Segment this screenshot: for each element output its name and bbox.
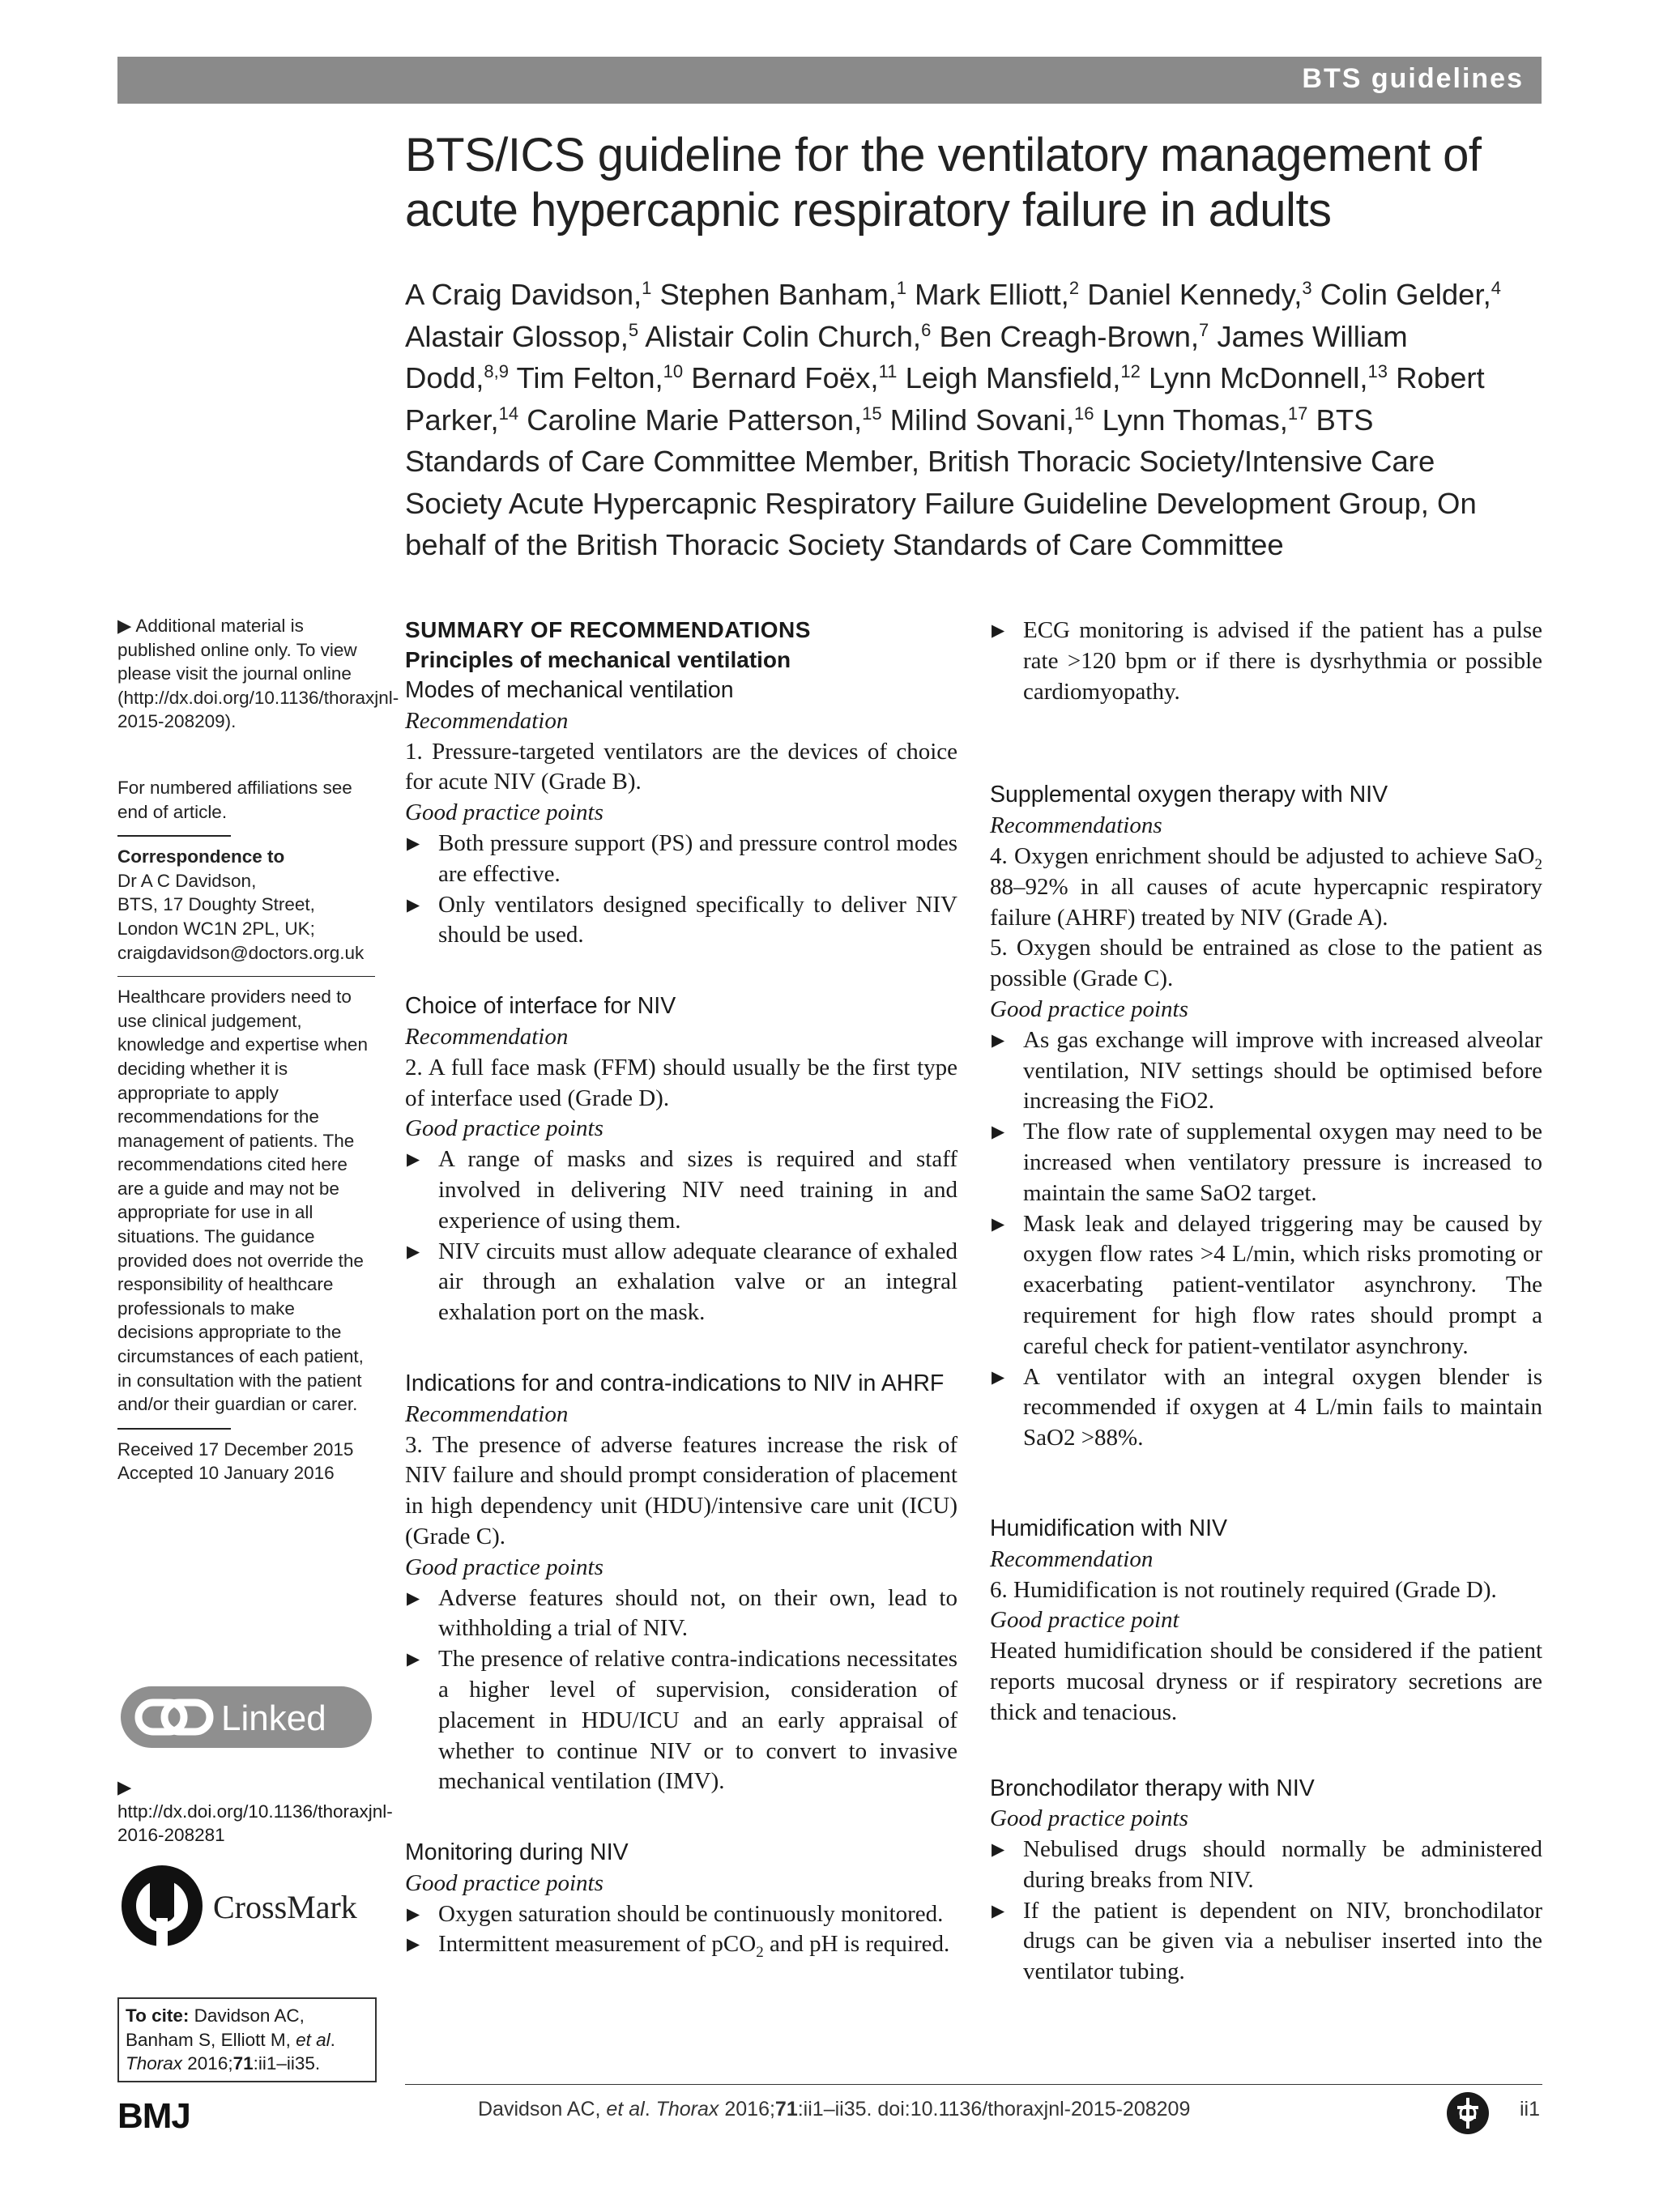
affiliation-number: 1 [642,277,652,298]
list-item: ▶ The presence of relative contra-indications necessitates a higher level of supervision, consideration of placement in HDU/ICU and an early appraisal of whether to continue NIV or to convert to invasive mechanical ventilation (IMV). [405,1644,957,1797]
disclaimer-text: Healthcare providers need to use clinical judgement, knowledge and expertise when deciding whether it is appropriate to apply recommendations for the management of patients. The recommendations cited here are a guide and may not be appropriate for use in all situations. The guidance provided does not override the responsibility of healthcare professionals to make decisions appropriate to the circumstances of each patient, in consultation with the patient and/or their guardian or carer. [117,987,368,1415]
section-label: BTS guidelines [1302,63,1524,94]
author-name: Caroline Marie Patterson, [518,403,863,437]
author-name: Ben Creagh-Brown, [931,319,1200,353]
author-name: Bernard Foëx, [683,361,879,394]
author-name: Alistair Colin Church, [638,319,922,353]
author-name: Daniel Kennedy, [1079,278,1303,311]
cite-label: To cite: [126,2005,190,2026]
list-item: ▶ Nebulised drugs should normally be administered during breaks from NIV. [990,1835,1542,1896]
list-item: ▶ The flow rate of supplemental oxygen may need to be increased when ventilatory pressure is increased to maintain the same SaO2 target. [990,1117,1542,1208]
summary-heading: SUMMARY OF RECOMMENDATIONS [405,617,811,642]
list-item: ▶ Adverse features should not, on their own, lead to withholding a trial of NIV. [405,1583,957,1645]
author-name: Colin Gelder, [1311,278,1491,311]
good-practice-label: Good practice point [990,1607,1179,1634]
good-practice-label: Good practice points [990,995,1188,1022]
footer-cite-journal: Thorax [655,2098,719,2120]
affiliation-number: 2 [1068,277,1080,298]
article-title: BTS/ICS guideline for the ventilatory management of acute hypercapnic respiratory failure in adults [405,129,1482,237]
affiliation-number: 12 [1120,360,1141,381]
list-item: ▶ Only ventilators designed specifically to deliver NIV should be used. [405,890,957,952]
citation-box [117,1997,377,2082]
author-name: Mark Elliott, [906,278,1069,311]
monitoring-heading: Monitoring during NIV [405,1839,629,1866]
author-name: Stephen Banham, [651,278,897,311]
modes-points [405,829,957,951]
list-item: ▶ Mask leak and delayed triggering may be caused by oxygen flow rates >4 L/min, which risks promoting or exacerbating patient-ventilator asynchrony. The requirement for high flow rates should prompt a careful check for patient-ventilator asynchrony. [990,1209,1542,1362]
accepted-date: Accepted 10 January 2016 [117,1463,335,1484]
cite-journal: Thorax [126,2053,183,2074]
author-name: Milind Sovani, [881,403,1074,437]
affiliation-number: 5 [628,319,639,340]
affiliation-number: 13 [1367,360,1388,381]
footer-cite-doi: :ii1–ii35. doi:10.1136/thoraxjnl-2015-208209 [797,2098,1191,2120]
cite-etal: et al [296,2029,331,2050]
list-item: ▶ Both pressure support (PS) and pressure control modes are effective. [405,829,957,890]
affiliation-number: 17 [1287,403,1308,424]
affiliation-number: 1 [896,277,907,298]
list-item [405,1929,957,1960]
cite-volume: 71 [232,2053,254,2074]
monitoring-text: Intermittent measurement of pCO [438,1931,757,1958]
affiliation-number: 16 [1073,403,1094,424]
author-name: James William Dodd, [405,319,1408,394]
footer-cite-etal: et al [606,2098,645,2120]
crossmark-logo[interactable] [117,1861,375,1950]
oxygen-points [990,1025,1542,1454]
footer-cite-volume: 71 [774,2098,798,2120]
monitoring-points [405,1899,957,1961]
list-item: ▶ If the patient is dependent on NIV, bronchodilator drugs can be given via a nebuliser inserted into the ventilator tubing. [990,1896,1542,1988]
authors-group: BTS Standards of Care Committee Member, British Thoracic Society/Intensive Care Society Acute Hypercapnic Respiratory Failure Guideline Development Group, On behalf of the British Thoracic Society Standards of Care Committee [405,403,1477,561]
humidification-heading: Humidification with NIV [990,1515,1228,1541]
subscript: 2 [1534,855,1542,873]
monitoring-text: and pH is required. [763,1931,950,1958]
footer-cite-year: 2016; [719,2098,775,2120]
list-item: ▶ Oxygen saturation should be continuously monitored. [405,1899,957,1930]
correspondence-line: Dr A C Davidson, [117,870,257,891]
cite-pages: :ii1–ii35. [253,2053,321,2074]
received-date: Received 17 December 2015 [117,1438,354,1460]
additional-material-note: ▶ Additional material is published online only. To view please visit the journal online (http://dx.doi.org/10.1136/thoraxjnl-2015-208209). [117,616,399,732]
list-item: ▶ NIV circuits must allow adequate clearance of exhaled air through an exhalation valve or an integral exhalation port on the mask. [405,1237,957,1328]
list-item: ▶ A range of masks and sizes is required and staff involved in delivering NIV need training in and experience of using them. [405,1144,957,1236]
footer-cite-sep: . [644,2098,656,2120]
cite-sep: . [330,2029,335,2050]
affiliation-number: 7 [1199,319,1209,340]
bmj-logo[interactable]: BMJ [117,2096,190,2136]
affiliation-number: 11 [878,360,898,381]
correspondence-email[interactable]: craigdavidson@doctors.org.uk [117,942,365,963]
recommendation-label: Recommendation [990,1545,1154,1572]
correspondence-line: London WC1N 2PL, UK; [117,918,315,939]
list-item: ▶ ECG monitoring is advised if the patient has a pulse rate >120 bpm or if there is dysrhythmia or possible cardiomyopathy. [990,616,1542,707]
page-number: ii1 [1520,2098,1541,2120]
recommendation-4 [990,842,1542,933]
affiliation-number: 3 [1302,277,1312,298]
interface-points [405,1144,957,1328]
divider [117,976,375,977]
interface-heading: Choice of interface for NIV [405,993,676,1020]
good-practice-label: Good practice points [405,799,603,826]
rec4-text: 4. Oxygen enrichment should be adjusted to achieve SaO [990,842,1535,869]
list-item: ▶ A ventilator with an integral oxygen blender is recommended if oxygen at 4 L/min fails to maintain SaO2 >88%. [990,1362,1542,1454]
affiliation-number: 8,9 [484,360,509,381]
recommendation-label: Recommendation [405,1023,569,1050]
recommendation-5: 5. Oxygen should be entrained as close to the patient as possible (Grade C). [990,935,1542,992]
linked-article-link[interactable]: ▶ http://dx.doi.org/10.1136/thoraxjnl-2016-208281 [117,1777,393,1846]
main-column-1 [405,616,957,1960]
affiliation-number: 15 [862,403,882,424]
recommendation-6: 6. Humidification is not routinely required (Grade D). [990,1576,1497,1603]
good-practice-label: Good practice points [405,1115,603,1142]
affiliation-number: 14 [498,403,519,424]
author-name: Leigh Mansfield, [897,361,1121,394]
principles-heading: Principles of mechanical ventilation [405,647,791,672]
recommendation-1: 1. Pressure-targeted ventilators are the devices of choice for acute NIV (Grade B). [405,738,957,795]
subscript: 2 [756,1944,764,1962]
recommendation-label: Recommendation [405,707,569,734]
crossmark-label: CrossMark [213,1889,357,1925]
divider [117,835,231,837]
recommendations-label: Recommendations [990,812,1162,839]
good-practice-label: Good practice points [405,1869,603,1896]
good-practice-label: Good practice points [405,1554,603,1580]
author-name: Alastair Glossop, [405,319,629,353]
affiliation-number: 10 [663,360,684,381]
good-practice-label: Good practice points [990,1805,1188,1832]
main-column-2 [990,616,1542,1988]
recommendation-label: Recommendation [405,1400,569,1427]
author-name: Robert Parker, [405,361,1485,437]
author-list [405,274,1507,566]
cite-year: 2016; [182,2053,233,2074]
correspondence-line: BTS, 17 Doughty Street, [117,894,315,915]
affiliations-note: For numbered affiliations see end of article. [117,777,352,822]
author-name: A Craig Davidson, [405,278,642,311]
affiliation-number: 4 [1491,277,1501,298]
oxygen-heading: Supplemental oxygen therapy with NIV [990,782,1388,808]
footer-cite-text: Davidson AC, [478,2098,607,2120]
linked-logo[interactable] [117,1683,375,1751]
linked-label: Linked [221,1698,326,1738]
divider [117,1428,231,1430]
correspondence-heading: Correspondence to [117,846,285,867]
author-name: Tim Felton, [509,361,663,394]
indications-points [405,1583,957,1798]
recommendation-2: 2. A full face mask (FFM) should usually be the first type of interface used (Grade D). [405,1054,957,1111]
modes-heading: Modes of mechanical ventilation [405,677,734,703]
indications-heading: Indications for and contra-indications to NIV in AHRF [405,1370,945,1396]
bronchodilator-heading: Bronchodilator therapy with NIV [990,1775,1315,1801]
recommendation-3: 3. The presence of adverse features increase the risk of NIV failure and should prompt consideration of placement in high dependency unit (HDU)/intensive care unit (ICU) (Grade C). [405,1431,957,1549]
society-emblem-icon [1446,2091,1490,2135]
sidebar [117,614,399,1485]
rec4-text: 88–92% in all causes of acute hypercapnic respiratory failure (AHRF) treated by NIV (Grade A). [990,873,1542,931]
footer-divider [405,2084,1542,2085]
bronchodilator-points [990,1835,1542,1988]
list-item: ▶ As gas exchange will improve with increased alveolar ventilation, NIV settings should be optimised before increasing the FiO2. [990,1025,1542,1117]
ecg-points [990,616,1542,707]
cite-authors: Davidson AC, Banham S, Elliott M, [126,2005,305,2050]
footer-citation [478,2098,1190,2121]
author-name: Lynn McDonnell, [1140,361,1368,394]
affiliation-number: 6 [921,319,932,340]
author-name: Lynn Thomas, [1094,403,1288,437]
humidification-text: Heated humidification should be considered if the patient reports mucosal dryness or if respiratory secretions are thick and tenacious. [990,1638,1542,1725]
header-bar [117,57,1542,104]
